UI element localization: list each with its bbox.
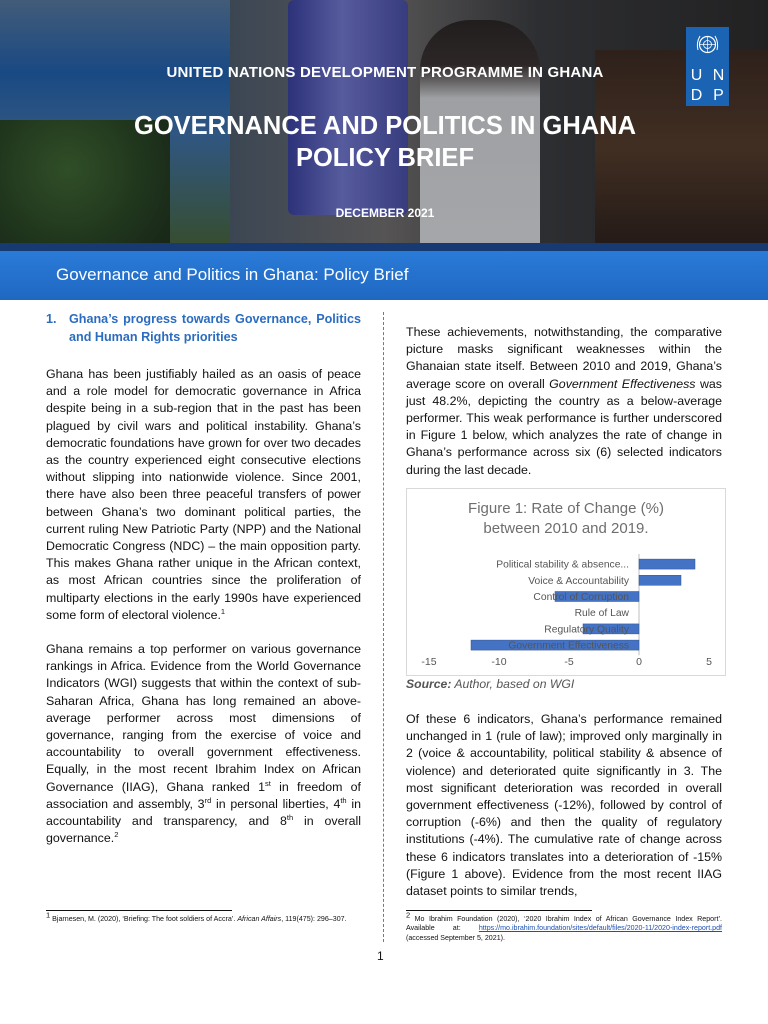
chart-category-label: Voice & Accountability — [528, 575, 629, 587]
ordinal-th-1: th — [340, 795, 347, 805]
footnote-2-number: 2 — [406, 910, 411, 920]
footnote-ref-1[interactable]: 1 — [220, 606, 226, 616]
footnote-1-text-b: , 119(475): 296–307. — [281, 915, 347, 923]
chart-category-label: Control of Corruption — [533, 592, 629, 603]
left-p2-text-b: in freedom of association and assembly, 3 — [46, 779, 361, 811]
chart-category-label: Rule of Law — [574, 608, 629, 620]
left-p2-text-a: Ghana remains a top performer on various governance rankings in Africa. Evidence from the World Governance Indicators (WGI) suggests that within the context of sub-Saharan Africa, Ghana has long remained an above-average performer across most dimensions of governance, ranging from the exercise of voice and accountability to overall government effectiveness. Equally, in the most recent Ibrahim Index on African Governance (IIAG), Ghana ranked 1 — [46, 642, 361, 794]
header-divider-band — [0, 243, 768, 251]
org-name: UNITED NATIONS DEVELOPMENT PROGRAMME IN GHANA — [166, 64, 604, 81]
document-date: DECEMBER 2021 — [335, 206, 435, 220]
chart-tick-label: -15 — [421, 656, 437, 668]
page-number: 1 — [377, 949, 384, 963]
logo-letter-u: U — [690, 67, 703, 84]
footnote-rule-right — [406, 910, 592, 911]
logo-letter-p: P — [713, 87, 724, 104]
chart-tick-label: 0 — [636, 656, 642, 668]
source-label: Source: — [406, 677, 452, 691]
left-paragraph-1 — [46, 366, 361, 624]
chart-category-label: Political stability & absence... — [496, 559, 629, 571]
ordinal-th-2: th — [286, 812, 294, 822]
left-p1-text: Ghana has been justifiably hailed as an oasis of peace and a role model for democratic governance in Africa despite being in a sub-region that in the past has been plagued by civil wars and political instability. Ghana’s democratic foundations have grown for over two decades as the country experienced eight consecutive elections without slipping into nationwide violence. Since 2001, there have also been three peaceful transfers of power between Ghana’s two dominant political parties, the current ruling New Patriotic Party (NPP) and the National Democratic Congress (NDC) – the main opposition party. This makes Ghana rather unique in the African context, as most African countries since the proliferation of multiparty elections in the early 1990s have experienced some form of electoral violence. — [46, 367, 361, 622]
footnote-rule-left — [46, 910, 232, 911]
section-heading — [46, 311, 361, 346]
right-p1-text-a: These achievements, notwithstanding, the comparative picture masks significant weaknesses within the Ghanaian state itself. Between 2010 and 2019, Ghana’s average score on overall — [406, 325, 722, 391]
chart-tick-label: -5 — [564, 656, 574, 668]
ordinal-st: st — [264, 778, 271, 788]
ordinal-rd: rd — [204, 795, 212, 805]
running-banner — [0, 251, 768, 300]
footnote-2-text-a: Mo Ibrahim Foundation (2020), ‘2020 Ibrahim Index of African Governance Index Report’. Available at: — [406, 915, 722, 933]
chart-title-line-2: between 2010 and 2019. — [483, 520, 649, 537]
left-column — [46, 311, 361, 847]
right-paragraph-1 — [406, 324, 722, 479]
chart-bar — [639, 575, 681, 585]
logo-letter-n: N — [712, 67, 725, 84]
chart-bar — [639, 559, 695, 569]
title-line-1: GOVERNANCE AND POLITICS IN GHANA — [134, 112, 636, 140]
section-number: 1. — [46, 312, 57, 326]
footnote-2-link[interactable]: https://mo.ibrahim.foundation/sites/default/files/2020-11/2020-index-report.pdf — [478, 924, 722, 933]
right-column-top — [406, 324, 722, 479]
footnote-1-text-a: Bjarnesen, M. (2020), ‘Briefing: The foot soldiers of Accra’. — [50, 915, 238, 923]
footnote-ref-2[interactable]: 2 — [114, 830, 119, 840]
source-text: Author, based on WGI — [451, 677, 575, 691]
left-paragraph-2 — [46, 641, 361, 847]
banner-title: Governance and Politics in Ghana: Policy Brief — [56, 265, 409, 284]
title-line-2: POLICY BRIEF — [295, 144, 475, 172]
un-emblem-icon — [694, 31, 721, 58]
figure-source — [406, 677, 574, 691]
left-p2-text-d: in accountability and transparency, and 8 — [46, 796, 361, 829]
logo-letter-d: D — [690, 87, 703, 104]
footnote-1-journal: African Affairs — [237, 915, 282, 923]
left-p2-text-e: in overall governance. — [46, 814, 362, 846]
left-p2-text-c: in personal liberties, 4 — [211, 796, 341, 811]
chart-tick-label: 5 — [706, 656, 712, 668]
footnote-2 — [406, 910, 722, 943]
figure-1-chart — [406, 488, 726, 676]
chart-tick-label: -10 — [491, 656, 507, 668]
footnote-1-number: 1 — [46, 910, 51, 920]
right-paragraph-2: Of these 6 indicators, Ghana’s performance remained unchanged in 1 (rule of law); improved only marginally in 2 (voice & accountability, political stability & absence of violence) and deteriorated quite significantly in 3. The most significant deterioration was recorded in overall government effectiveness (-12%), followed by control of corruption (-6%) and then the quality of regulatory institutions (-4%). The cumulative rate of change across these 6 indicators translates into a deterioration of -15% (Figure 1 above). Evidence from the most recent IIAG dataset points to similar trends, — [406, 712, 722, 899]
footnote-2-text-b: (accessed September 5, 2021). — [406, 933, 505, 942]
header-photo — [0, 0, 768, 243]
right-p1-emphasis: Government Effectiveness — [549, 376, 696, 391]
footnote-1 — [46, 910, 362, 924]
right-p1-text-b: was just 48.2%, depicting the country as a below-average performer. This weak performance is further underscored in Figure 1 below, which analyzes the rate of change in Ghana’s performance across six (6) selected indicators during the last decade. — [406, 376, 722, 477]
document-title — [80, 110, 690, 174]
column-divider — [383, 312, 384, 942]
section-title: Ghana’s progress towards Governance, Politics and Human Rights priorities — [69, 312, 361, 344]
undp-logo — [686, 27, 729, 106]
chart-title-line-1: Figure 1: Rate of Change (%) — [468, 500, 664, 517]
chart-category-label: Government Effectiveness — [508, 640, 629, 652]
chart-plot — [407, 489, 725, 675]
right-column-bottom — [406, 711, 722, 900]
chart-category-label: Regulatory Quality — [544, 624, 629, 636]
